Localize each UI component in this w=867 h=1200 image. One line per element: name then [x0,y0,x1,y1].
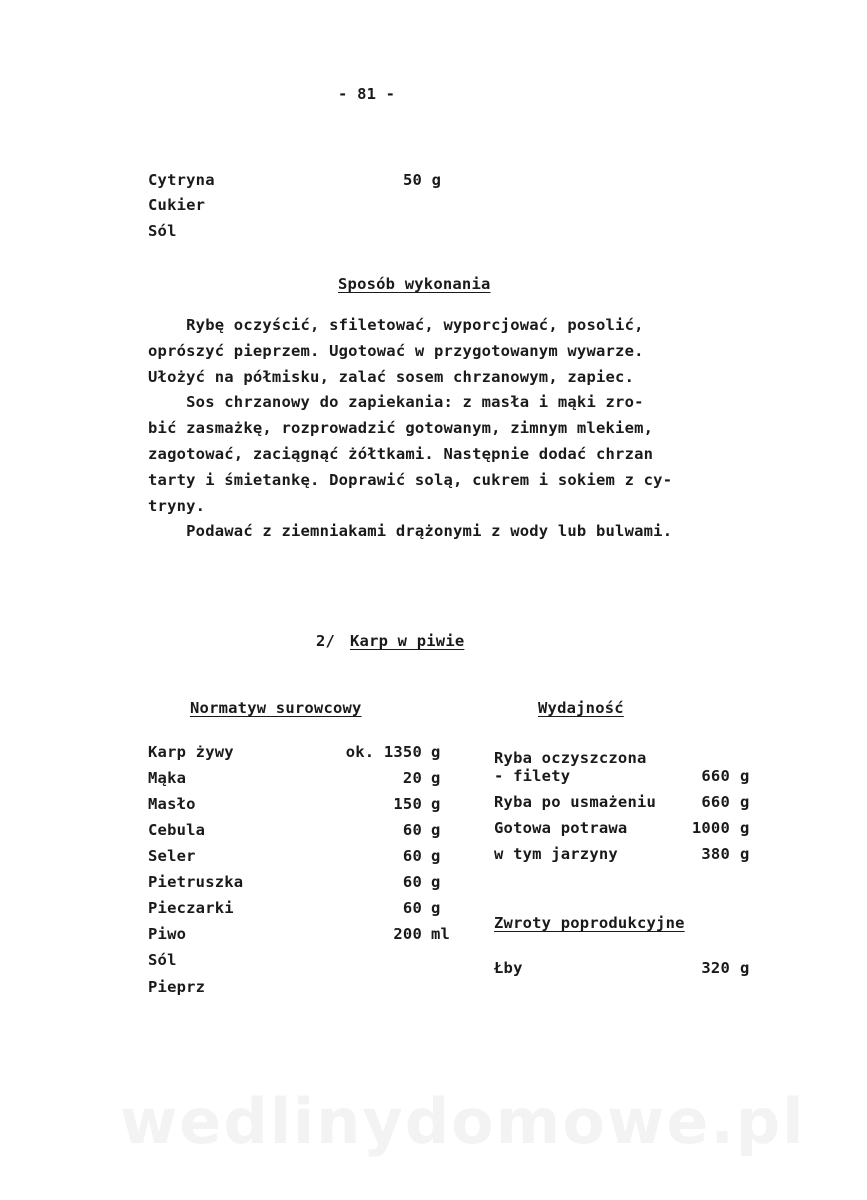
wydajnosc-item-qty: 660 [701,793,730,811]
method-line: oprószyć pieprzem. Ugotować w przygotowanym wywarze. [148,341,644,360]
wydajnosc-item-qty: 1000 [691,819,730,837]
normatyw-item-unit: ml [431,925,451,943]
zwroty-item-unit: g [740,959,750,977]
normatyw-item-name: Pietruszka [148,873,244,891]
normatyw-item-unit: g [431,821,441,839]
recipe-number: 2/ [316,632,336,650]
normatyw-item-unit: g [431,899,441,917]
ingredient-name: Cukier [148,196,206,214]
method-line: Ułożyć na półmisku, zalać sosem chrzanowym, zapiec. [148,367,635,386]
normatyw-item-name: Cebula [148,821,206,839]
wydajnosc-item-unit: g [740,767,750,785]
normatyw-item-name: Seler [148,847,196,865]
wydajnosc-item-qty: 380 [701,845,730,863]
wydajnosc-heading: Wydajność [538,699,624,717]
normatyw-item-unit: g [431,795,441,813]
normatyw-item-unit: g [431,769,441,787]
page-number: - 81 - [338,85,396,103]
normatyw-item-name: Sól [148,951,177,969]
wydajnosc-item-name: Ryba po usmażeniu [494,793,657,811]
ingredient-name: Cytryna [148,171,215,189]
normatyw-item-unit: g [431,847,441,865]
zwroty-item-name: Łby [494,959,523,977]
normatyw-item-qty: 150 [393,795,422,813]
zwroty-heading: Zwroty poprodukcyjne [494,914,685,932]
normatyw-item-qty: 20 [402,769,422,787]
method-heading: Sposób wykonania [338,275,491,293]
method-line: bić zasmażkę, rozprowadzić gotowanym, zimnym mlekiem, [148,419,654,438]
method-line: tarty i śmietankę. Doprawić solą, cukrem i sokiem z cy- [148,470,673,489]
method-line: Rybę oczyścić, sfiletować, wyporcjować, posolić, [148,316,644,334]
method-line: zagotować, zaciągnąć żółtkami. Następnie dodać chrzan [148,444,654,463]
normatyw-item-qty: 200 [393,925,422,943]
normatyw-item-qty: 60 [402,847,422,865]
ingredient-amount: 50 g [403,171,442,189]
wydajnosc-item-name: Ryba oczyszczona [494,749,647,767]
normatyw-item-name: Piwo [148,925,187,943]
wydajnosc-item-unit: g [740,819,750,837]
method-line: Sos chrzanowy do zapiekania: z masła i mąki zro- [148,393,644,412]
wydajnosc-item-unit: g [740,845,750,863]
normatyw-item-qty: 60 [402,873,422,891]
method-paragraph [148,313,738,545]
normatyw-item-qty: ok. 1350 [345,743,422,761]
normatyw-item-unit: g [431,873,441,891]
recipe-title: Karp w piwie [350,632,465,650]
zwroty-item-qty: 320 [701,959,730,977]
normatyw-item-name: Masło [148,795,196,813]
wydajnosc-item-name-cont: - filety [494,767,571,785]
normatyw-item-unit: g [431,743,441,761]
normatyw-item-name: Pieczarki [148,899,234,917]
method-line: tryny. [148,496,206,515]
wydajnosc-item-qty: 660 [701,767,730,785]
watermark: wedlinydomowe.pl [120,1085,806,1158]
normatyw-item-qty: 60 [402,899,422,917]
wydajnosc-item-name: w tym jarzyny [494,845,618,863]
normatyw-heading: Normatyw surowcowy [190,699,362,717]
normatyw-item-name: Karp żywy [148,743,234,761]
wydajnosc-item-name: Gotowa potrawa [494,819,628,837]
normatyw-item-name: Mąka [148,769,187,787]
normatyw-item-qty: 60 [402,821,422,839]
ingredient-name: Sól [148,222,177,240]
wydajnosc-item-unit: g [740,793,750,811]
method-line: Podawać z ziemniakami drążonymi z wody lub bulwami. [148,522,673,541]
normatyw-item-name: Pieprz [148,978,206,996]
